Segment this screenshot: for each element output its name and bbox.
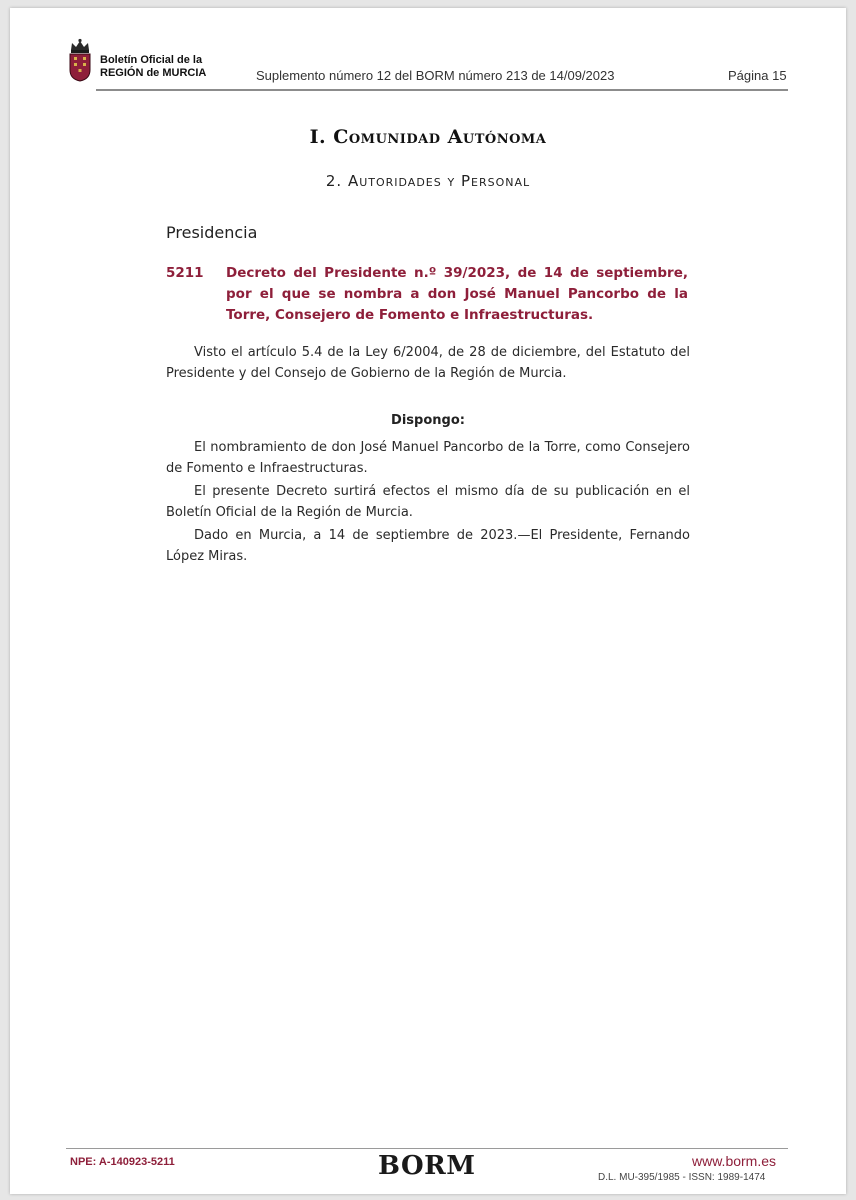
brand-line-1: Boletín Oficial de la (100, 54, 203, 66)
visto-paragraph (166, 342, 690, 384)
decree-title: Decreto del Presidente n.º 39/2023, de 14 de septiembre, por el que se nombra a don José Manuel Pancorbo de la Torre, Consejero de Fomento e Infraestructuras. (226, 265, 688, 323)
section-title: I. Comunidad Autónoma (309, 126, 547, 148)
footer-divider (66, 1148, 788, 1149)
nombramiento-text: El nombramiento de don José Manuel Pancorbo de la Torre, como Consejero de Fomento e Infraestructuras. (166, 440, 690, 476)
dado-text: Dado en Murcia, a 14 de septiembre de 2023.—El Presidente, Fernando López Miras. (166, 528, 690, 564)
legal-deposit: D.L. MU-395/1985 - ISSN: 1989-1474 (598, 1172, 766, 1183)
coat-of-arms-icon (68, 38, 92, 82)
signature-paragraph (166, 525, 690, 567)
npe-code: NPE: A-140923-5211 (70, 1156, 175, 1168)
organization-heading: Presidencia (166, 223, 258, 242)
efectos-text: El presente Decreto surtirá efectos el mismo día de su publicación en el Boletín Oficial de la Región de Murcia. (166, 484, 690, 520)
supplement-info: Suplemento número 12 del BORM número 213 de 14/09/2023 (256, 68, 615, 83)
website-link[interactable]: www.borm.es (692, 1153, 777, 1169)
bulletin-brand (100, 54, 206, 80)
page-number: Página 15 (728, 68, 787, 83)
header-divider (96, 89, 788, 91)
dispongo-heading: Dispongo: (391, 413, 465, 428)
visto-text: Visto el artículo 5.4 de la Ley 6/2004, de 28 de diciembre, del Estatuto del Presidente y del Consejo de Gobierno de la Región de Murcia. (166, 345, 690, 381)
efectos-paragraph (166, 481, 690, 523)
document-page (10, 8, 846, 1194)
decree-number: 5211 (166, 265, 204, 281)
subsection-title: 2. Autoridades y Personal (325, 172, 531, 190)
borm-logo: BORM (378, 1151, 476, 1181)
brand-line-2: REGIÓN de MURCIA (100, 67, 207, 79)
nombramiento-paragraph (166, 437, 690, 479)
